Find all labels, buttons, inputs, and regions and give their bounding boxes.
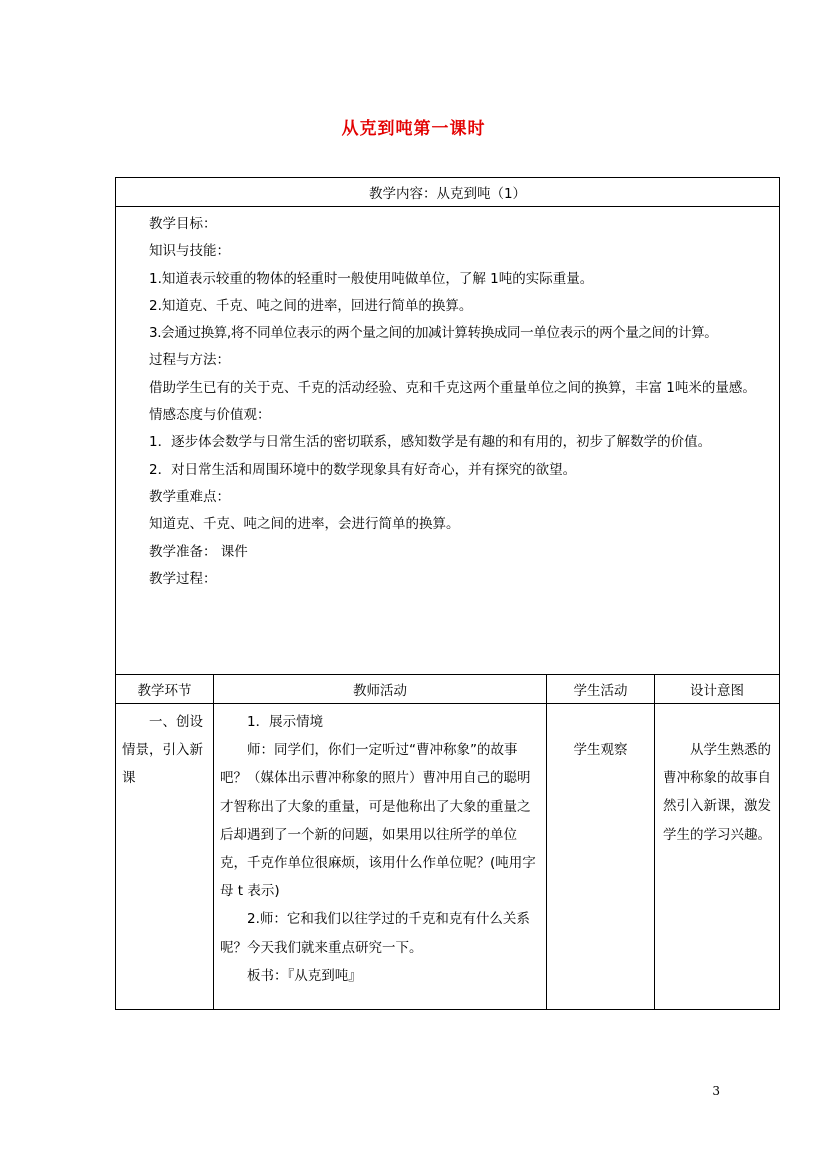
objective-line: 2．对日常生活和周围环境中的数学现象具有好奇心，并有探究的欲望。	[149, 461, 577, 478]
column-header-design: 设计意图	[655, 675, 780, 704]
objective-line: 教学过程：	[149, 570, 217, 587]
objective-line: 知识与技能：	[149, 243, 230, 260]
lesson-plan-table	[115, 177, 780, 1010]
objective-line: 教学目标：	[149, 216, 217, 232]
teacher-activity-paragraph: 2.师：它和我们以往学过的千克和克有什么关系呢？今天我们就来重点研究一下。	[220, 911, 530, 956]
objective-line: 1．逐步体会数学与日常生活的密切联系，感知数学是有趣的和有用的，初步了解数学的价值。	[149, 434, 712, 451]
content-header-cell	[116, 178, 780, 207]
stage-text: 一、创设情景，引入新课	[122, 714, 203, 787]
objective-line: 借助学生已有的关于克、千克的活动经验、克和千克这两个重量单位之间的换算，丰富 1吨米的量感。	[149, 379, 756, 396]
objective-line: 情感态度与价值观：	[149, 407, 271, 424]
teacher-activity-step: 1．展示情境	[247, 714, 324, 730]
student-activity-cell	[547, 704, 655, 1010]
content-header-text: 教学内容：从克到吨（1）	[368, 186, 527, 202]
objective-line: 知道克、千克、吨之间的进率，会进行简单的换算。	[149, 516, 460, 533]
design-intent-cell	[655, 704, 780, 1010]
teacher-activity-paragraph: 师：同学们，你们一定听过“曹冲称象”的故事吧？（媒体出示曹冲称象的照片）曹冲用自己的聪明才智称出了大象的重量，可是他称出了大象的重量之后却遇到了一个新的问题，如果用以往所学的单位克，千克作单位很麻烦，该用什么作单位呢？(吨用字母 t 表示)	[220, 742, 536, 900]
teacher-activity-cell	[214, 704, 547, 1010]
teacher-activity-blackboard: 板书：『从克到吨』	[247, 967, 362, 984]
objective-line: 3.会通过换算,将不同单位表示的两个量之间的加减计算转换成同一单位表示的两个量之间的计算。	[149, 325, 718, 342]
student-activity-text: 学生观察	[573, 742, 628, 758]
objective-line: 2.知道克、千克、吨之间的进率，回进行简单的换算。	[149, 297, 473, 314]
column-header-student: 学生活动	[547, 675, 655, 704]
design-intent-text: 从学生熟悉的曹冲称象的故事自然引入新课，激发学生的学习兴趣。	[663, 742, 771, 843]
page-number: 3	[712, 1084, 720, 1098]
document-title: 从克到吨第一课时	[341, 119, 486, 139]
objective-line: 过程与方法：	[149, 352, 230, 369]
column-header-stage: 教学环节	[116, 675, 214, 704]
column-header-teacher: 教师活动	[214, 675, 547, 704]
objectives-cell	[116, 207, 780, 675]
objective-line: 1.知道表示较重的物体的轻重时一般使用吨做单位，了解 1吨的实际重量。	[149, 270, 594, 287]
objective-line: 教学准备： 课件	[149, 543, 248, 560]
stage-cell	[116, 704, 214, 1010]
objective-line: 教学重难点：	[149, 488, 230, 505]
